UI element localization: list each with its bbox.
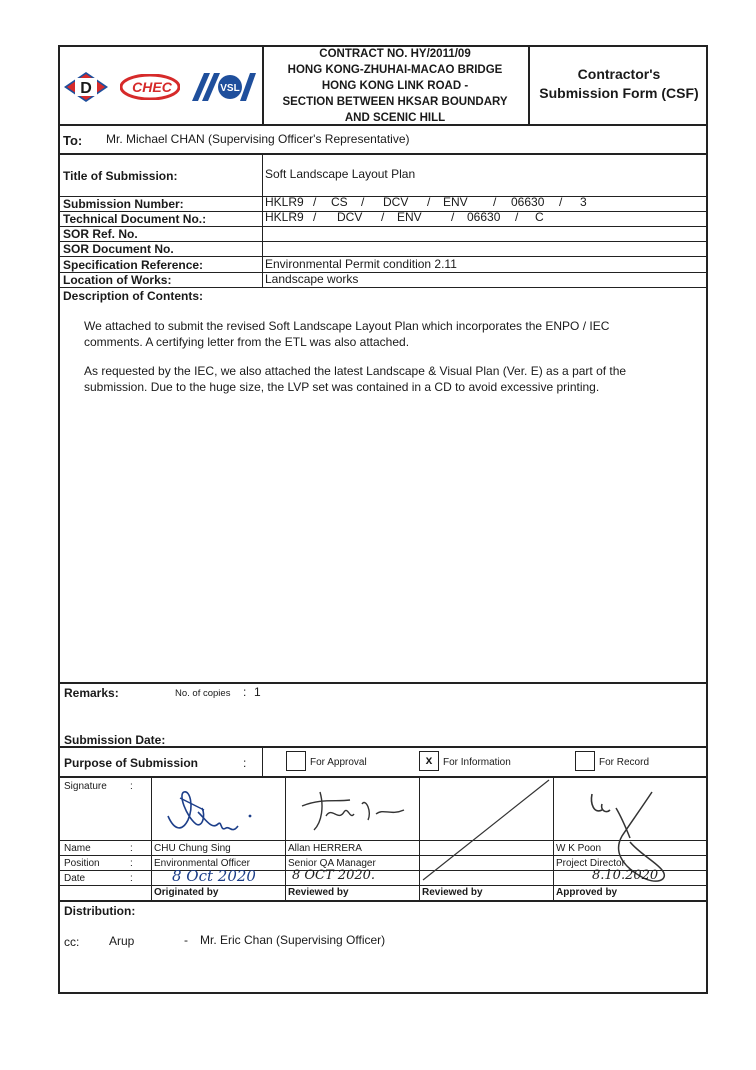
- reviewed-by-label: Reviewed by: [288, 887, 349, 898]
- originator-name: CHU Chung Sing: [154, 843, 231, 854]
- sor-ref-label: SOR Ref. No.: [63, 227, 138, 241]
- cc-label: cc:: [64, 935, 80, 949]
- submission-number-label: Submission Number:: [63, 197, 184, 211]
- td-sep: /: [451, 210, 455, 224]
- vsl-logo: [186, 73, 256, 101]
- position-row-label: Position: [64, 858, 100, 869]
- originator-date: 8 Oct 2020: [172, 867, 256, 885]
- date-row-label: Date: [64, 873, 86, 884]
- sn-part: HKLR9: [265, 195, 304, 209]
- location-of-works-value: Landscape works: [265, 272, 359, 286]
- d-logo: [64, 72, 108, 102]
- submission-date-label: Submission Date:: [64, 733, 166, 747]
- description-line: comments. A certifying letter from the ETL was also attached.: [84, 335, 410, 349]
- location-of-works-label: Location of Works:: [63, 273, 172, 287]
- purpose-label: Purpose of Submission: [64, 756, 199, 770]
- originator-position: Environmental Officer: [154, 858, 250, 869]
- reviewer-date: 8 OCT 2020.: [292, 868, 376, 883]
- sn-sep: /: [493, 195, 497, 209]
- sn-sep: /: [559, 195, 563, 209]
- sn-part: CS: [331, 195, 348, 209]
- divider: [58, 776, 708, 778]
- for-approval-checkbox[interactable]: [286, 751, 306, 771]
- contract-line: HONG KONG LINK ROAD -: [321, 80, 469, 92]
- chec-logo: [120, 74, 180, 100]
- technical-document-label: Technical Document No.:: [63, 212, 207, 226]
- specification-reference-value: Environmental Permit condition 2.11: [265, 257, 457, 271]
- title-of-submission-value: Soft Landscape Layout Plan: [265, 167, 416, 181]
- reviewer-name: Allan HERRERA: [288, 843, 362, 854]
- originated-by-label: Originated by: [154, 887, 219, 898]
- td-part: 06630: [467, 210, 501, 224]
- approver-name: W K Poon: [556, 843, 602, 854]
- technical-document-value: [265, 210, 705, 225]
- form-title-line: Submission Form (CSF): [539, 85, 699, 101]
- sn-sep: /: [313, 195, 317, 209]
- title-of-submission-label: Title of Submission:: [63, 169, 178, 183]
- divider: [285, 776, 286, 900]
- contract-line: AND SCENIC HILL: [344, 112, 446, 124]
- to-label: To:: [63, 133, 83, 148]
- description-paragraph: [84, 318, 684, 350]
- td-part: ENV: [397, 210, 422, 224]
- divider: [58, 746, 708, 748]
- cc-dash: -: [184, 933, 188, 947]
- sn-part: 06630: [511, 195, 545, 209]
- divider: [58, 153, 708, 155]
- divider: [151, 776, 152, 900]
- cc-organisation: Arup: [109, 934, 135, 948]
- remarks-label: Remarks:: [64, 686, 119, 700]
- signature-originator: [160, 780, 270, 840]
- copies-colon: :: [243, 685, 247, 699]
- purpose-colon: :: [243, 756, 247, 770]
- description-paragraph: [84, 363, 684, 395]
- d-logo-letter: D: [80, 80, 92, 97]
- contract-line: HONG KONG-ZHUHAI-MACAO BRIDGE: [287, 64, 503, 76]
- copies-value: 1: [254, 685, 261, 699]
- for-approval-label: For Approval: [310, 757, 367, 768]
- divider: [58, 900, 708, 902]
- description-line: We attached to submit the revised Soft Landscape Layout Plan which incorporates the ENPO / IEC: [84, 319, 610, 333]
- signature-reviewer: [292, 786, 412, 836]
- divider: [58, 682, 708, 684]
- form-title: [530, 65, 708, 103]
- copies-label: No. of copies: [175, 688, 231, 699]
- row-colon: :: [130, 843, 133, 854]
- name-row-label: Name: [64, 843, 91, 854]
- contract-line: CONTRACT NO. HY/2011/09: [319, 48, 471, 60]
- reviewer-position: Senior QA Manager: [288, 858, 376, 869]
- reviewed-by-label-2: Reviewed by: [422, 887, 483, 898]
- divider: [262, 746, 263, 776]
- approver-date: 8.10.2020: [592, 868, 659, 883]
- for-record-label: For Record: [599, 757, 650, 768]
- for-information-checkbox[interactable]: x: [419, 751, 439, 771]
- specification-reference-label: Specification Reference:: [63, 258, 204, 272]
- cc-recipient: Mr. Eric Chan (Supervising Officer): [200, 933, 386, 947]
- contract-title: [264, 46, 526, 126]
- td-part: HKLR9: [265, 210, 304, 224]
- distribution-label: Distribution:: [64, 904, 136, 918]
- divider: [553, 776, 554, 900]
- row-colon: :: [130, 858, 133, 869]
- vsl-logo-text: VSL: [220, 83, 240, 94]
- row-colon: :: [130, 873, 133, 884]
- description-label: Description of Contents:: [63, 289, 203, 303]
- sn-part: DCV: [383, 195, 409, 209]
- for-record-checkbox[interactable]: [575, 751, 595, 771]
- submission-number-value: [265, 195, 705, 210]
- for-information-label: For Information: [443, 757, 511, 768]
- approver-position: Project Director: [556, 858, 625, 869]
- td-sep: /: [313, 210, 317, 224]
- divider: [262, 153, 263, 287]
- strike-through-line: [419, 776, 553, 886]
- divider: [58, 287, 708, 288]
- sn-part: 3: [580, 195, 587, 209]
- form-title-line: Contractor's: [577, 66, 661, 82]
- divider: [58, 226, 708, 227]
- description-line: submission. Due to the huge size, the LVP set was contained in a CD to avoid excessive printing.: [84, 380, 600, 394]
- td-part: C: [535, 210, 544, 224]
- chec-logo-text: CHEC: [132, 79, 172, 95]
- row-colon: :: [130, 781, 133, 792]
- approved-by-label: Approved by: [556, 887, 618, 898]
- td-sep: /: [381, 210, 385, 224]
- sn-sep: /: [361, 195, 365, 209]
- contract-line: SECTION BETWEEN HKSAR BOUNDARY: [282, 96, 508, 108]
- sn-sep: /: [427, 195, 431, 209]
- to-value: Mr. Michael CHAN (Supervising Officer's Representative): [106, 132, 410, 146]
- sn-part: ENV: [443, 195, 468, 209]
- td-part: DCV: [337, 210, 363, 224]
- description-line: As requested by the IEC, we also attached the latest Landscape & Visual Plan (Ver. E) as a part of the: [84, 364, 627, 378]
- td-sep: /: [515, 210, 519, 224]
- sor-document-label: SOR Document No.: [63, 242, 174, 256]
- signature-row-label: Signature: [64, 781, 107, 792]
